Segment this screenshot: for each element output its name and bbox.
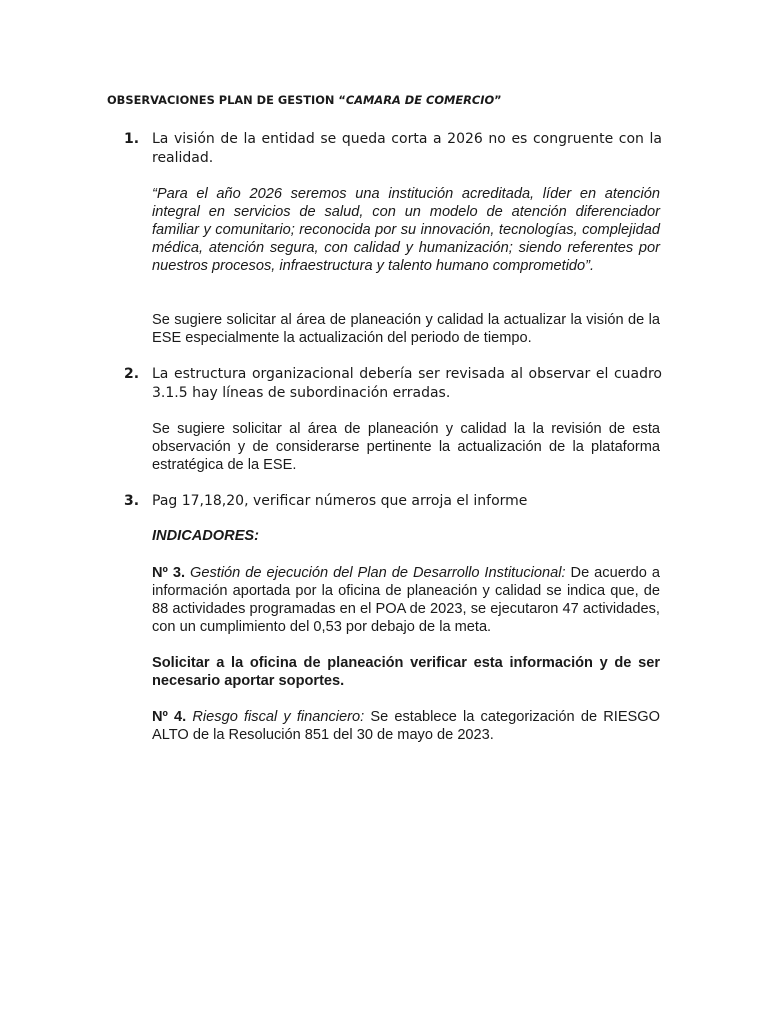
item-1-suggestion: Se sugiere solicitar al área de planeación y calidad la actualizar la visión de la ESE especialmente la actualización del periodo de tiempo. [152,312,660,346]
item-number: 1. [124,131,140,147]
indicator-4-label: Nº 4. [152,709,187,725]
verification-request: Solicitar a la oficina de planeación verificar esta información y de ser necesario aportar soportes. [152,655,660,689]
indicator-3 [152,564,660,636]
indicator-4-subject: Riesgo fiscal y financiero: [192,709,365,725]
item-lead-text: La estructura organizacional debería ser revisada al observar el cuadro 3.1.5 hay líneas de subordinación erradas. [152,366,662,401]
item-lead-text: La visión de la entidad se queda corta a 2026 no es congruente con la realidad. [152,131,662,166]
vision-quote: “Para el año 2026 seremos una institución acreditada, líder en atención integral en servicios de salud, con un modelo de atención diferenciador familiar y comunitario; reconocida por su innovación, tecnologías, complejidad médica, atención segura, con calidad y humanización; siendo referentes por nuestros procesos, infraestructura y talento humano comprometido”. [152,186,660,274]
item-number: 2. [124,366,140,382]
indicator-3-label: Nº 3. [152,565,186,581]
indicators-heading: INDICADORES: [152,528,260,544]
item-lead-text: Pag 17,18,20, verificar números que arroja el informe [152,493,528,509]
indicator-4 [152,708,660,744]
document-title: OBSERVACIONES PLAN DE GESTION “CAMARA DE COMERCIO” [107,93,502,107]
item-number: 3. [124,493,140,509]
indicator-3-text: De acuerdo a información aportada por la oficina de planeación y calidad se indica que, de 88 actividades programadas en el POA de 2023, se ejecutaron 47 actividades, con un cumplimiento del 0,53 por debajo de la meta. [152,565,660,635]
indicator-3-subject: Gestión de ejecución del Plan de Desarrollo Institucional: [190,565,566,581]
item-2-suggestion: Se sugiere solicitar al área de planeación y calidad la la revisión de esta observación y de considerarse pertinente la actualización de la plataforma estratégica de la ESE. [152,421,660,473]
indicator-4-text: Se establece la categorización de RIESGO ALTO de la Resolución 851 del 30 de mayo de 2023. [152,709,660,743]
